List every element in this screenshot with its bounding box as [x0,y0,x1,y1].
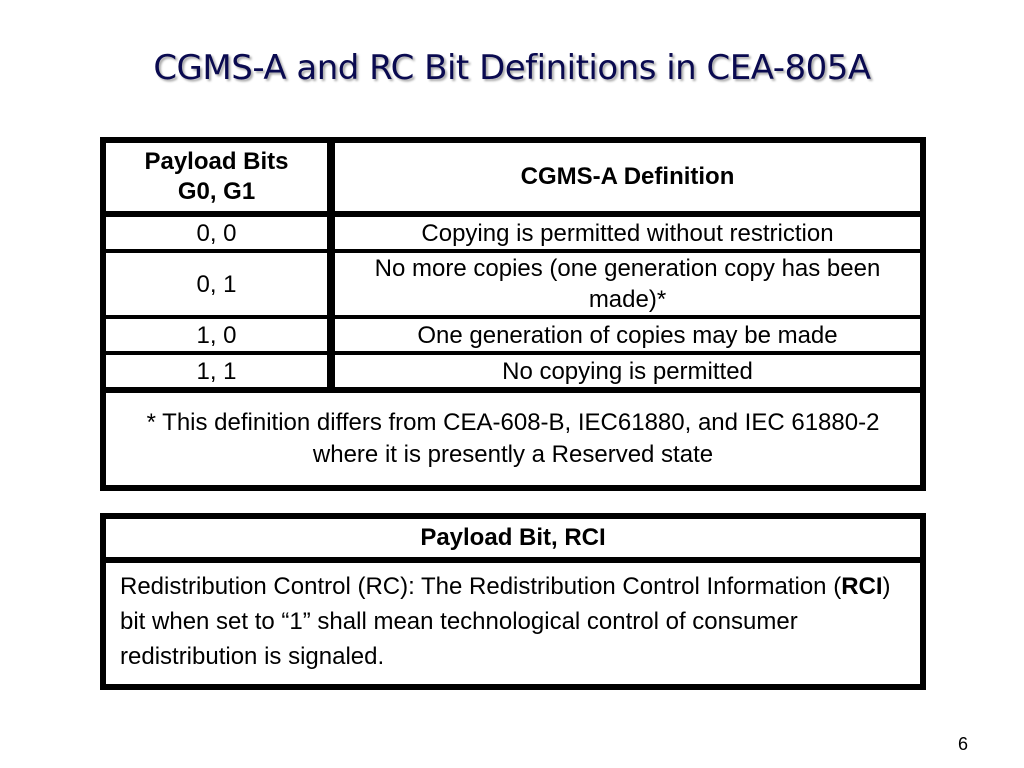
payload-bits-cell: 0, 0 [103,214,331,251]
payload-bits-header-line1: Payload Bits [144,148,289,175]
cgms-definition-table [100,137,926,491]
table-row [103,251,923,317]
slide-title: CGMS-A and RC Bit Definitions in CEA-805A [153,48,871,88]
rci-bold-term: RCI [841,573,883,600]
payload-bits-cell: 0, 1 [103,251,331,317]
table-row [103,317,923,353]
rci-description-part1: Redistribution Control (RC): The Redistribution Control Information ( [120,573,842,600]
page-number: 6 [957,734,968,754]
payload-bits-header [103,140,331,214]
rci-description-part2: ) bit when set to “1” shall mean technological control of consumer redistribution is signaled. [120,573,891,670]
definition-cell: One generation of copies may be made [331,317,923,353]
footnote-text: * This definition differs from CEA-608-B, IEC61880, and IEC 61880-2 where it is presently a Reserved state [146,409,880,468]
table-footnote-row [103,390,923,488]
definition-cell: Copying is permitted without restriction [331,214,923,251]
definition-cell: No copying is permitted [331,353,923,390]
table-row [103,214,923,251]
definition-cell: No more copies (one generation copy has been made)* [331,251,923,317]
rci-header: Payload Bit, RCI [106,519,920,563]
table-header-row [103,140,923,214]
payload-bits-cell: 1, 1 [103,353,331,390]
table-row [103,353,923,390]
payload-bits-cell: 1, 0 [103,317,331,353]
rci-description [106,563,920,684]
cgms-definition-header: CGMS-A Definition [331,140,923,214]
payload-bits-header-line2: G0, G1 [177,178,256,205]
rci-definition-box [100,513,926,690]
